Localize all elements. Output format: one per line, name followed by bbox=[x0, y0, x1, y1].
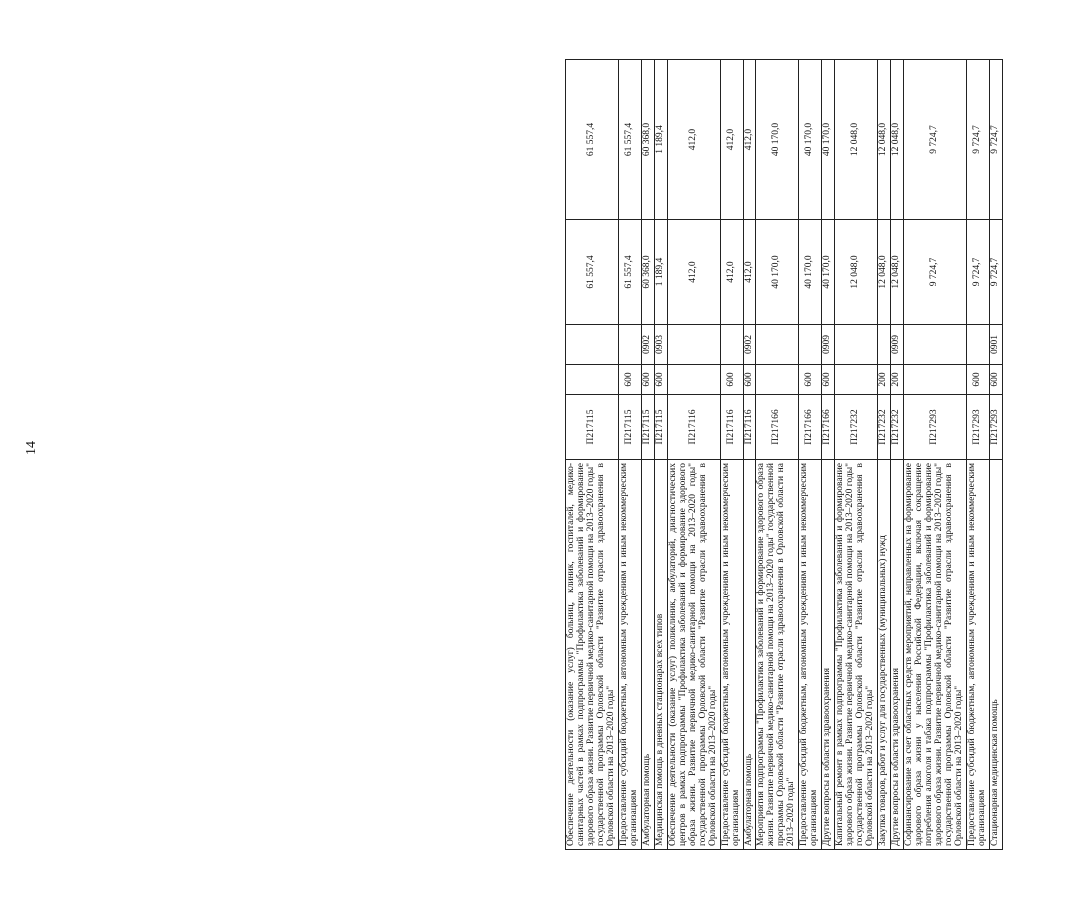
row-name-cell: Предоставление субсидий бюджетным, автономным учреждениям и иным некоммерческим организациям bbox=[799, 460, 822, 850]
row-expense-type-cell: 600 bbox=[799, 365, 822, 395]
row-value-1-cell: 1 189,4 bbox=[654, 220, 667, 325]
row-value-2-cell: 9 724,7 bbox=[966, 60, 989, 220]
row-value-1-cell: 40 170,0 bbox=[822, 220, 835, 325]
row-value-2-cell: 9 724,7 bbox=[904, 60, 967, 220]
row-value-2-cell: 61 557,4 bbox=[618, 60, 641, 220]
row-code-cell: П217116 bbox=[743, 395, 756, 460]
table-row bbox=[799, 60, 822, 850]
row-expense-type-cell bbox=[756, 365, 799, 395]
row-section-cell bbox=[618, 325, 641, 365]
row-expense-type-cell: 600 bbox=[989, 365, 1002, 395]
row-expense-type-cell: 600 bbox=[822, 365, 835, 395]
row-value-2-cell: 61 557,4 bbox=[566, 60, 619, 220]
row-value-2-cell: 9 724,7 bbox=[989, 60, 1002, 220]
row-section-cell: 0909 bbox=[822, 325, 835, 365]
row-section-cell: 0902 bbox=[641, 325, 654, 365]
row-name-cell: Медицинская помощь в дневных стационарах всех типов bbox=[654, 460, 667, 850]
rotated-page-content bbox=[565, 60, 1075, 850]
row-value-1-cell: 61 557,4 bbox=[566, 220, 619, 325]
row-section-cell bbox=[566, 325, 619, 365]
row-value-2-cell: 412,0 bbox=[743, 60, 756, 220]
row-expense-type-cell: 600 bbox=[743, 365, 756, 395]
row-value-2-cell: 412,0 bbox=[720, 60, 743, 220]
row-code-cell: П217232 bbox=[835, 395, 878, 460]
row-code-cell: П217115 bbox=[654, 395, 667, 460]
table-row bbox=[822, 60, 835, 850]
row-section-cell bbox=[966, 325, 989, 365]
row-code-cell: П217115 bbox=[641, 395, 654, 460]
row-value-1-cell: 61 557,4 bbox=[618, 220, 641, 325]
row-code-cell: П217232 bbox=[878, 395, 891, 460]
row-value-2-cell: 12 048,0 bbox=[891, 60, 904, 220]
row-expense-type-cell bbox=[904, 365, 967, 395]
row-section-cell: 0901 bbox=[989, 325, 1002, 365]
budget-table bbox=[565, 59, 1003, 850]
table-row bbox=[878, 60, 891, 850]
row-name-cell: Закупка товаров, работ и услуг для государственных (муниципальных) нужд bbox=[878, 460, 891, 850]
table-row bbox=[835, 60, 878, 850]
row-expense-type-cell: 600 bbox=[641, 365, 654, 395]
row-expense-type-cell: 600 bbox=[654, 365, 667, 395]
table-row bbox=[618, 60, 641, 850]
row-code-cell: П217232 bbox=[891, 395, 904, 460]
row-section-cell bbox=[878, 325, 891, 365]
row-section-cell bbox=[667, 325, 720, 365]
row-code-cell: П217116 bbox=[667, 395, 720, 460]
row-name-cell: Софинансирование за счет областных средств мероприятий, направленных на формирование здорового образа жизни у населения Российской Федерации, включая сокращение потребления алкоголя и табака подпрограммы "Профилактика заболеваний и формирование здорового образа жизни. Развитие первичной медико-санитарной помощи на 2013–2020 годы" государственной программы Орловской области "Развитие отрасли здравоохранения в Орловской области на 2013–2020 годы" bbox=[904, 460, 967, 850]
row-value-1-cell: 412,0 bbox=[743, 220, 756, 325]
table-row bbox=[641, 60, 654, 850]
row-value-1-cell: 40 170,0 bbox=[756, 220, 799, 325]
row-name-cell: Предоставление субсидий бюджетным, автономным учреждениям и иным некоммерческим организациям bbox=[966, 460, 989, 850]
row-value-1-cell: 40 170,0 bbox=[799, 220, 822, 325]
row-value-2-cell: 40 170,0 bbox=[756, 60, 799, 220]
row-name-cell: Другие вопросы в области здравоохранения bbox=[822, 460, 835, 850]
row-section-cell bbox=[835, 325, 878, 365]
row-expense-type-cell: 200 bbox=[891, 365, 904, 395]
row-code-cell: П217166 bbox=[822, 395, 835, 460]
row-value-2-cell: 12 048,0 bbox=[878, 60, 891, 220]
row-expense-type-cell: 600 bbox=[618, 365, 641, 395]
table-row bbox=[566, 60, 619, 850]
row-name-cell: Предоставление субсидий бюджетным, автономным учреждениям и иным некоммерческим организациям bbox=[618, 460, 641, 850]
row-name-cell: Стационарная медицинская помощь bbox=[989, 460, 1002, 850]
row-expense-type-cell bbox=[835, 365, 878, 395]
row-section-cell bbox=[904, 325, 967, 365]
row-section-cell bbox=[756, 325, 799, 365]
row-name-cell: Обеспечение деятельности (оказание услуг) поликлиник, амбулаторий, диагностических центров в рамках подпрограммы "Профилактика заболеваний и формирование здорового образа жизни. Развитие первичной медико-санитарной помощи на 2013–2020 годы" государственной программы Орловской области "Развитие отрасли здравоохранения в Орловской области на 2013–2020 годы" bbox=[667, 460, 720, 850]
table-row bbox=[654, 60, 667, 850]
budget-table-body bbox=[566, 60, 1003, 850]
row-code-cell: П217115 bbox=[618, 395, 641, 460]
row-value-2-cell: 1 189,4 bbox=[654, 60, 667, 220]
row-name-cell: Амбулаторная помощь bbox=[743, 460, 756, 850]
row-expense-type-cell bbox=[667, 365, 720, 395]
row-value-2-cell: 60 368,0 bbox=[641, 60, 654, 220]
row-name-cell: Амбулаторная помощь bbox=[641, 460, 654, 850]
row-expense-type-cell bbox=[566, 365, 619, 395]
row-value-1-cell: 412,0 bbox=[667, 220, 720, 325]
row-code-cell: П217116 bbox=[720, 395, 743, 460]
row-section-cell: 0903 bbox=[654, 325, 667, 365]
row-name-cell: Предоставление субсидий бюджетным, автономным учреждениям и иным некоммерческим организациям bbox=[720, 460, 743, 850]
row-name-cell: Капитальный ремонт в рамках подпрограммы "Профилактика заболеваний и формирование здорового образа жизни. Развитие первичной медико-санитарной помощи на 2013–2020 годы" государственной программы Орловской области "Развитие отрасли здравоохранения в Орловской области на 2013–2020 годы" bbox=[835, 460, 878, 850]
row-name-cell: Другие вопросы в области здравоохранения bbox=[891, 460, 904, 850]
row-code-cell: П217293 bbox=[989, 395, 1002, 460]
row-value-1-cell: 412,0 bbox=[720, 220, 743, 325]
row-section-cell: 0902 bbox=[743, 325, 756, 365]
row-name-cell: Мероприятия подпрограммы "Профилактика заболеваний и формирование здорового образа жизни. Развитие первичной медико-санитарной помощи на 2013–2020 годы" государственной программы Орловской области "Развитие отрасли здравоохранения в Орловской области на 2013–2020 годы" bbox=[756, 460, 799, 850]
row-value-1-cell: 9 724,7 bbox=[904, 220, 967, 325]
row-expense-type-cell: 600 bbox=[966, 365, 989, 395]
row-code-cell: П217293 bbox=[904, 395, 967, 460]
table-row bbox=[891, 60, 904, 850]
row-code-cell: П217115 bbox=[566, 395, 619, 460]
row-value-2-cell: 412,0 bbox=[667, 60, 720, 220]
table-row bbox=[989, 60, 1002, 850]
row-code-cell: П217293 bbox=[966, 395, 989, 460]
row-value-1-cell: 12 048,0 bbox=[878, 220, 891, 325]
table-row bbox=[966, 60, 989, 850]
row-expense-type-cell: 600 bbox=[720, 365, 743, 395]
row-value-1-cell: 12 048,0 bbox=[891, 220, 904, 325]
table-row bbox=[667, 60, 720, 850]
row-code-cell: П217166 bbox=[799, 395, 822, 460]
row-value-2-cell: 12 048,0 bbox=[835, 60, 878, 220]
row-value-2-cell: 40 170,0 bbox=[799, 60, 822, 220]
row-value-1-cell: 9 724,7 bbox=[966, 220, 989, 325]
row-name-cell: Обеспечение деятельности (оказание услуг) больниц, клиник, госпиталей, медико-санитарных частей в рамках подпрограммы "Профилактика заболеваний и формирование здорового образа жизни. Развитие первичной медико-санитарной помощи на 2013–2020 годы" государственной программы Орловской области "Развитие отрасли здравоохранения в Орловской области на 2013–2020 годы" bbox=[566, 460, 619, 850]
row-value-2-cell: 40 170,0 bbox=[822, 60, 835, 220]
row-section-cell bbox=[799, 325, 822, 365]
row-section-cell: 0909 bbox=[891, 325, 904, 365]
table-row bbox=[904, 60, 967, 850]
page-number: 14 bbox=[24, 441, 39, 455]
row-value-1-cell: 60 368,0 bbox=[641, 220, 654, 325]
table-row bbox=[756, 60, 799, 850]
row-value-1-cell: 9 724,7 bbox=[989, 220, 1002, 325]
table-row bbox=[720, 60, 743, 850]
table-row bbox=[743, 60, 756, 850]
row-code-cell: П217166 bbox=[756, 395, 799, 460]
row-expense-type-cell: 200 bbox=[878, 365, 891, 395]
row-section-cell bbox=[720, 325, 743, 365]
row-value-1-cell: 12 048,0 bbox=[835, 220, 878, 325]
